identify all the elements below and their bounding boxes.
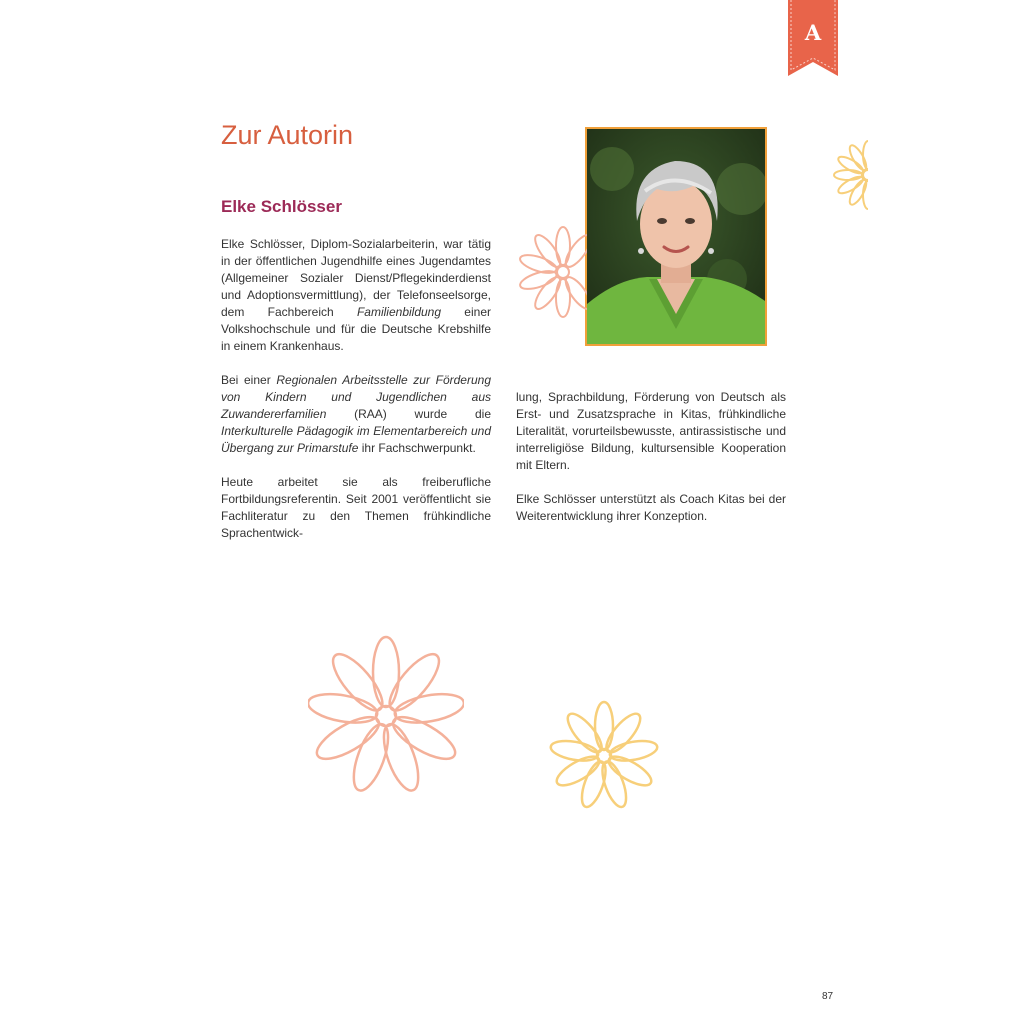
emphasis-text: Regionalen Arbeitsstelle zur Förderung von Kindern und Jugendlichen aus Zuwandererfamilien	[221, 373, 492, 421]
paragraph-coach: Elke Schlösser unterstützt als Coach Kitas bei der Weiterentwicklung ihrer Konzeption.	[516, 492, 786, 523]
author-photo	[585, 127, 767, 346]
paragraph-text: Elke Schlösser, Diplom-Sozialarbeiterin, war tätig in der öffentlichen Jugendhilfe eines Jugendamtes (Allgemeiner Sozialer Dienst/Pflegekinderdienst und Adoptionsvermittlung), der Telefonseelsorge, dem Fachbereich	[221, 237, 491, 319]
paragraph-today: Heute arbeitet sie als freiberufliche Fortbildungsreferentin. Seit 2001 veröffentlicht sie Fachliteratur zu den Themen frühkindliche Sprachentwick-	[221, 475, 491, 540]
daisy-outline-icon	[308, 630, 464, 800]
chapter-bookmark	[788, 0, 838, 78]
text-column-right	[516, 389, 786, 542]
page-title: Zur Autorin	[221, 120, 354, 150]
chapter-letter: A	[804, 20, 822, 45]
paragraph-text: Bei einer	[221, 373, 277, 387]
emphasis-text: Interkulturelle Pädagogik im Elementarbereich und Übergang zur Primarstufe	[221, 424, 491, 455]
emphasis-text: Familienbildung	[356, 305, 442, 319]
paragraph-career	[221, 236, 491, 355]
paragraph-topics: lung, Sprachbildung, Förderung von Deutsch als Erst- und Zusatzsprache in Kitas, frühkindliche Literalität, vorurteilsbewusste, antirassistische und interreligiöse Bildung, kultursensible Kooperation mit Eltern.	[516, 390, 786, 472]
paragraph-text: einer Volkshochschule und für die Deutsche Krebshilfe in einem Krankenhaus.	[221, 305, 491, 353]
text-column-left	[221, 236, 491, 559]
paragraph-raa	[221, 372, 491, 457]
daisy-outline-icon	[824, 136, 868, 214]
daisy-outline-icon	[515, 222, 587, 322]
paragraph-text: (RAA) wurde die	[326, 407, 491, 421]
page-number: 87	[822, 991, 834, 1002]
paragraph-text: ihr Fachschwerpunkt.	[358, 441, 476, 455]
daisy-outline-icon	[545, 698, 663, 814]
author-name: Elke Schlösser	[221, 197, 342, 216]
